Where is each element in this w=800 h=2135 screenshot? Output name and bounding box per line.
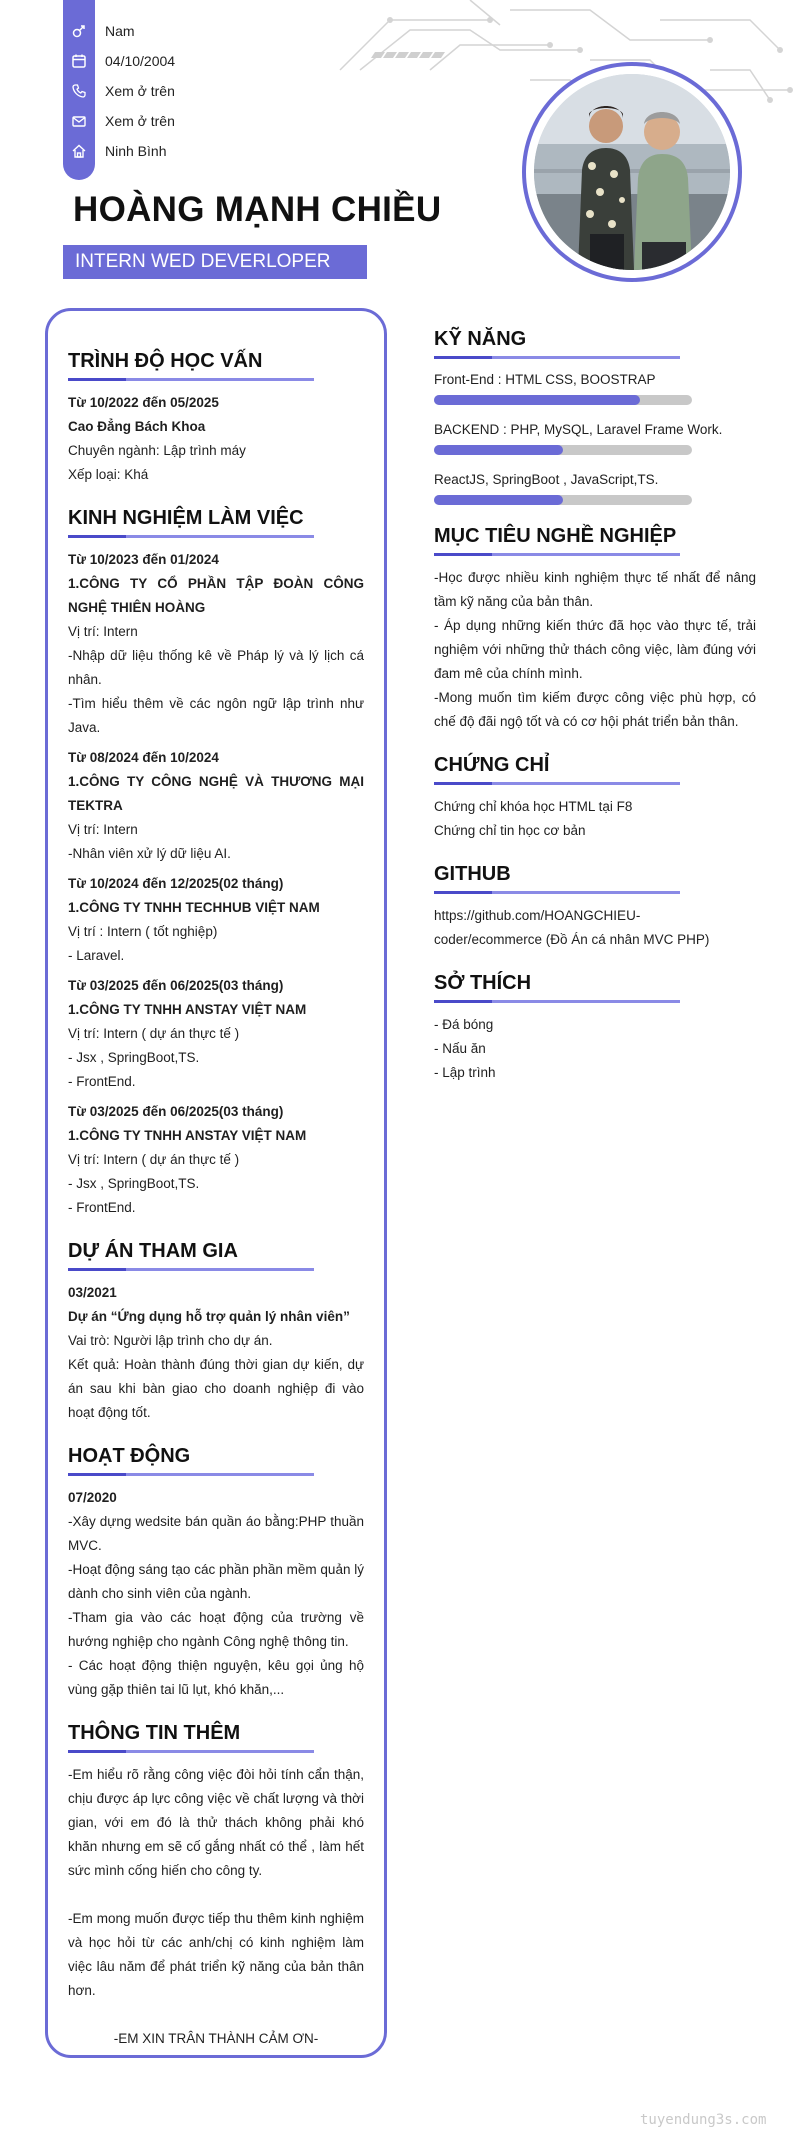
experience-item [68, 1100, 364, 1220]
birthday-text: 04/10/2004 [105, 53, 176, 69]
skill-item [434, 419, 756, 455]
experience-line: Vị trí: Intern [68, 822, 138, 837]
activity-line: -Tham gia vào các hoạt động của trường về hướng nghiệp cho ngành Công nghệ thông tin. [68, 1610, 364, 1649]
skill-bar-fill [434, 395, 640, 405]
contact-birthday [63, 46, 323, 76]
skill-item [434, 369, 756, 405]
section-divider [434, 782, 680, 785]
activities-title: HOẠT ĐỘNG [68, 1445, 191, 1467]
activity-line: -Xây dựng wedsite bán quần áo bằng:PHP thuần MVC. [68, 1514, 364, 1553]
education-title: TRÌNH ĐỘ HỌC VẤN [68, 350, 263, 372]
hobby-item: - Nấu ăn [434, 1041, 486, 1056]
education-school: Cao Đẳng Bách Khoa [68, 419, 206, 434]
objective-title: MỤC TIÊU NGHỀ NGHIỆP [434, 525, 677, 547]
hobbies-title: SỞ THÍCH [434, 972, 532, 994]
experience-line: Vị trí: Intern ( dự án thực tế ) [68, 1026, 240, 1041]
experience-line: - FrontEnd. [68, 1200, 136, 1215]
certificate-item: Chứng chỉ khóa học HTML tại F8 [434, 799, 633, 814]
skill-label: ReactJS, SpringBoot , JavaScript,TS. [434, 472, 659, 487]
project-date: 03/2021 [68, 1285, 117, 1300]
section-divider [68, 535, 314, 538]
experience-period: Từ 08/2024 đến 10/2024 [68, 750, 219, 765]
experience-item [68, 548, 364, 740]
experience-line: - FrontEnd. [68, 1074, 136, 1089]
skill-bar [434, 495, 692, 505]
experience-item [68, 746, 364, 866]
skill-bar [434, 445, 692, 455]
email-text: Xem ở trên [105, 113, 175, 129]
projects-title: DỰ ÁN THAM GIA [68, 1240, 238, 1262]
activity-line: - Các hoạt động thiện nguyện, kêu gọi ủng hộ vùng gặp thiên tai lũ lụt, khó khăn,... [68, 1658, 364, 1697]
hobby-item: - Lập trình [434, 1065, 496, 1080]
project-role: Vai trò: Người lập trình cho dự án. [68, 1333, 273, 1348]
experience-line: - Laravel. [68, 948, 125, 963]
experience-line: -Nhân viên xử lý dữ liệu AI. [68, 846, 231, 861]
experience-company: 1.CÔNG TY TNHH TECHHUB VIỆT NAM [68, 900, 320, 915]
project-result: Kết quả: Hoàn thành đúng thời gian dự kiến, dự án sau khi bàn giao cho doanh nghiệp đi vào hoạt động tốt. [68, 1357, 364, 1420]
experience-line: -Tìm hiểu thêm về các ngôn ngữ lập trình như Java. [68, 696, 364, 735]
experience-line: - Jsx , SpringBoot,TS. [68, 1050, 200, 1065]
experience-period: Từ 03/2025 đến 06/2025(03 tháng) [68, 978, 284, 993]
section-divider [434, 356, 680, 359]
objective-line: - Áp dụng những kiến thức đã học vào thực tế, trải nghiệm với những thử thách công việc, làm đúng với đam mê của chính mình. [434, 618, 756, 681]
photo-illustration [534, 74, 730, 270]
experience-period: Từ 03/2025 đến 06/2025(03 tháng) [68, 1104, 284, 1119]
experience-title: KINH NGHIỆM LÀM VIỆC [68, 507, 304, 529]
github-link[interactable]: https://github.com/HOANGCHIEU- [434, 908, 641, 923]
experience-line: Vị trí: Intern [68, 624, 138, 639]
gender-icon [63, 23, 95, 39]
experience-company: 1.CÔNG TY TNHH ANSTAY VIỆT NAM [68, 1002, 307, 1017]
experience-item [68, 872, 364, 968]
section-divider [68, 1268, 314, 1271]
github-title: GITHUB [434, 863, 511, 885]
candidate-name: HOÀNG MẠNH CHIỀU [73, 190, 442, 229]
experience-line: -Nhập dữ liệu thống kê về Pháp lý và lý lịch cá nhân. [68, 648, 364, 687]
contact-address [63, 136, 323, 166]
contact-email [63, 106, 323, 136]
experience-period: Từ 10/2023 đến 01/2024 [68, 552, 219, 567]
thanks-text: -EM XIN TRÂN THÀNH CẢM ƠN- [113, 2031, 319, 2046]
watermark: tuyendung3s.com [640, 2112, 767, 2128]
section-divider [68, 1473, 314, 1476]
education-grade: Xếp loại: Khá [68, 467, 149, 482]
hobby-item: - Đá bóng [434, 1017, 494, 1032]
address-text: Ninh Bình [105, 143, 167, 159]
more-info-title: THÔNG TIN THÊM [68, 1722, 241, 1744]
candidate-role: INTERN WED DEVERLOPER [63, 245, 367, 279]
section-divider [434, 553, 680, 556]
section-divider [434, 891, 680, 894]
home-icon [63, 143, 95, 159]
more-info-paragraph: -Em mong muốn được tiếp thu thêm kinh nghiệm và học hỏi từ các anh/chị có kinh nghiệm làm việc lâu năm để phát triển kỹ năng của bản thân hơn. [68, 1911, 364, 1998]
profile-photo [522, 62, 742, 282]
experience-line: Vị trí: Intern ( dự án thực tế ) [68, 1152, 240, 1167]
skill-label: BACKEND : PHP, MySQL, Laravel Frame Work. [434, 422, 723, 437]
phone-text: Xem ở trên [105, 83, 175, 99]
skill-bar-fill [434, 495, 563, 505]
more-info-paragraph: -Em hiểu rõ rằng công việc đòi hỏi tính cẩn thận, chịu được áp lực công việc về chất lượng và thời gian, với em đó là thử thách không phải khó khăn nhưng em sẽ cố gắng nhất có thể , làm hết sức mình cống hiến cho công ty. [68, 1767, 364, 1878]
certificate-item: Chứng chỉ tin học cơ bản [434, 823, 586, 838]
experience-line: Vị trí : Intern ( tốt nghiệp) [68, 924, 218, 939]
project-name: Dự án “Ứng dụng hỗ trợ quản lý nhân viên” [68, 1309, 350, 1324]
gender-text: Nam [105, 23, 135, 39]
experience-line: - Jsx , SpringBoot,TS. [68, 1176, 200, 1191]
section-divider [68, 378, 314, 381]
calendar-icon [63, 53, 95, 69]
section-divider [434, 1000, 680, 1003]
education-period: Từ 10/2022 đến 05/2025 [68, 395, 219, 410]
skill-label: Front-End : HTML CSS, BOOSTRAP [434, 372, 656, 387]
certificates-title: CHỨNG CHỈ [434, 754, 550, 776]
phone-icon [63, 83, 95, 99]
experience-period: Từ 10/2024 đến 12/2025(02 tháng) [68, 876, 284, 891]
experience-company: 1.CÔNG TY CỔ PHẦN TẬP ĐOÀN CÔNG NGHỆ THIÊN HOÀNG [68, 576, 364, 615]
objective-line: -Học được nhiều kinh nghiệm thực tế nhất để nâng tầm kỹ năng của bản thân. [434, 570, 756, 609]
github-link-description: coder/ecommerce (Đồ Án cá nhân MVC PHP) [434, 932, 710, 947]
experience-company: 1.CÔNG TY TNHH ANSTAY VIỆT NAM [68, 1128, 307, 1143]
experience-company: 1.CÔNG TY CÔNG NGHỆ VÀ THƯƠNG MẠI TEKTRA [68, 774, 364, 813]
mail-icon [63, 113, 95, 129]
experience-item [68, 974, 364, 1094]
skill-bar [434, 395, 692, 405]
contact-phone [63, 76, 323, 106]
education-major: Chuyên ngành: Lập trình máy [68, 443, 246, 458]
skill-item [434, 469, 756, 505]
section-divider [68, 1750, 314, 1753]
activity-line: -Hoạt động sáng tạo các phần phần mềm quản lý dành cho sinh viên của ngành. [68, 1562, 364, 1601]
right-column [434, 308, 756, 1085]
objective-line: -Mong muốn tìm kiếm được công việc phù hợp, có chế độ đãi ngộ tốt và có cơ hội phát triển bản thân. [434, 690, 756, 729]
contact-gender [63, 16, 323, 46]
activity-date: 07/2020 [68, 1490, 117, 1505]
left-column [68, 330, 364, 2051]
skills-title: KỸ NĂNG [434, 328, 527, 350]
skill-bar-fill [434, 445, 563, 455]
